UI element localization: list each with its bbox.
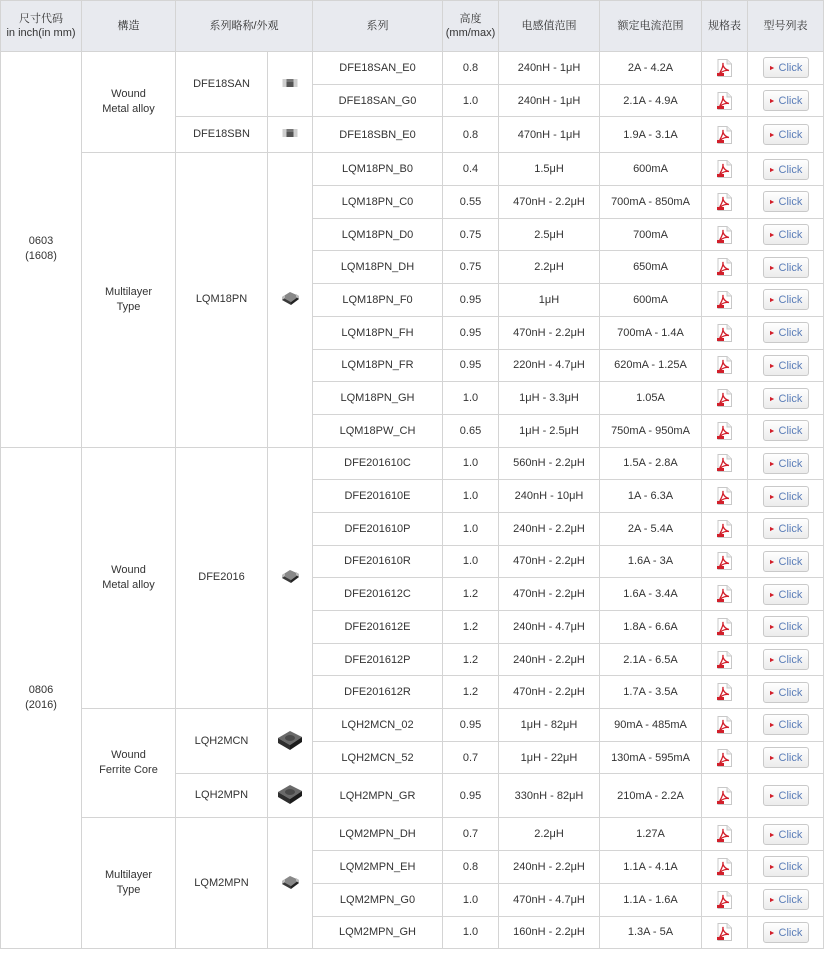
model-list-click-button[interactable]: ► Click [763,824,809,845]
model-list-click-button[interactable]: ► Click [763,747,809,768]
series-abbr-cell: LQH2MCN [176,709,268,774]
pdf-icon[interactable] [717,651,732,669]
series-cell: DFE18SBN_E0 [313,117,443,153]
current-cell: 1.6A - 3.4A [600,578,702,611]
model-list-click-button[interactable]: ► Click [763,124,809,145]
header-inductance-range: 电感值范围 [499,1,600,52]
model-list-cell [748,818,824,851]
inductance-cell: 160nH - 2.2μH [499,916,600,949]
datasheet-cell [702,774,748,818]
height-cell: 0.65 [443,414,499,447]
current-cell: 2.1A - 6.5A [600,643,702,676]
header-current-range: 额定电流范围 [600,1,702,52]
pdf-icon[interactable] [717,422,732,440]
height-cell: 1.0 [443,512,499,545]
model-list-cell [748,480,824,513]
datasheet-cell [702,316,748,349]
model-list-cell [748,251,824,284]
inductance-cell: 220nH - 4.7μH [499,349,600,382]
inductance-cell: 470nH - 2.2μH [499,545,600,578]
header-series-abbr: 系列略称/外观 [176,1,313,52]
height-cell: 1.0 [443,883,499,916]
table-row [1,52,824,85]
inductance-cell: 240nH - 4.7μH [499,611,600,644]
pdf-icon[interactable] [717,858,732,876]
table-row [1,153,824,186]
pdf-icon[interactable] [717,825,732,843]
inductance-cell: 1μH - 3.3μH [499,382,600,415]
arrow-right-icon: ► [768,132,776,140]
construction-cell: Multilayer Type [82,153,176,447]
datasheet-cell [702,480,748,513]
inductance-cell: 470nH - 2.2μH [499,578,600,611]
height-cell: 1.2 [443,676,499,709]
pdf-icon[interactable] [717,787,732,805]
height-cell: 1.0 [443,480,499,513]
arrow-right-icon: ► [768,526,776,534]
series-cell: LQM2MPN_EH [313,851,443,884]
model-list-cell [748,382,824,415]
model-list-cell [748,774,824,818]
model-list-cell [748,414,824,447]
arrow-right-icon: ► [768,460,776,468]
inductance-cell: 1.5μH [499,153,600,186]
datasheet-cell [702,818,748,851]
arrow-right-icon: ► [768,264,776,272]
series-abbr-cell: DFE18SAN [176,52,268,117]
product-thumbnail [279,568,301,587]
model-list-click-button[interactable]: ► Click [763,922,809,943]
current-cell: 1.1A - 4.1A [600,851,702,884]
inductance-cell: 240nH - 2.2μH [499,851,600,884]
inductance-cell: 470nH - 2.2μH [499,316,600,349]
datasheet-cell [702,186,748,219]
datasheet-cell [702,284,748,317]
series-abbr-cell: LQM18PN [176,153,268,447]
series-cell: DFE201612P [313,643,443,676]
height-cell: 0.95 [443,774,499,818]
current-cell: 1.9A - 3.1A [600,117,702,153]
pdf-icon[interactable] [717,716,732,734]
current-cell: 1.6A - 3A [600,545,702,578]
current-cell: 1.05A [600,382,702,415]
arrow-right-icon: ► [768,689,776,697]
series-cell: DFE201612C [313,578,443,611]
pdf-icon[interactable] [717,618,732,636]
arrow-right-icon: ► [768,897,776,905]
model-list-click-button[interactable]: ► Click [763,159,809,180]
model-list-click-button[interactable]: ► Click [763,420,809,441]
table-row [1,447,824,480]
model-list-cell [748,741,824,774]
header-height: 高度 (mm/max) [443,1,499,52]
inductance-cell: 240nH - 10μH [499,480,600,513]
current-cell: 2A - 5.4A [600,512,702,545]
model-list-click-button[interactable]: ► Click [763,355,809,376]
height-cell: 1.0 [443,84,499,117]
datasheet-cell [702,545,748,578]
pdf-icon[interactable] [717,683,732,701]
arrow-right-icon: ► [768,232,776,240]
header-series: 系列 [313,1,443,52]
series-cell: LQM2MPN_DH [313,818,443,851]
model-list-cell [748,512,824,545]
series-cell: LQH2MCN_52 [313,741,443,774]
pdf-icon[interactable] [717,585,732,603]
model-list-click-button[interactable]: ► Click [763,551,809,572]
model-list-cell [748,349,824,382]
datasheet-cell [702,251,748,284]
model-list-cell [748,52,824,85]
arrow-right-icon: ► [768,591,776,599]
inductance-cell: 240nH - 1μH [499,84,600,117]
arrow-right-icon: ► [768,558,776,566]
model-list-click-button[interactable]: ► Click [763,714,809,735]
current-cell: 650mA [600,251,702,284]
pdf-icon[interactable] [717,126,732,144]
datasheet-cell [702,851,748,884]
appearance-cell [268,117,313,153]
datasheet-cell [702,153,748,186]
height-cell: 1.2 [443,578,499,611]
table-row [1,709,824,742]
inductance-cell: 470nH - 4.7μH [499,883,600,916]
series-cell: LQM18PN_FH [313,316,443,349]
arrow-right-icon: ► [768,297,776,305]
model-list-click-button[interactable]: ► Click [763,682,809,703]
current-cell: 1.3A - 5A [600,916,702,949]
appearance-cell [268,774,313,818]
product-thumbnail [276,728,304,755]
datasheet-cell [702,916,748,949]
model-list-cell [748,316,824,349]
pdf-icon[interactable] [717,389,732,407]
appearance-cell [268,153,313,447]
product-thumbnail [276,782,304,809]
table-row [1,818,824,851]
current-cell: 2.1A - 4.9A [600,84,702,117]
model-list-cell [748,611,824,644]
current-cell: 1.8A - 6.6A [600,611,702,644]
model-list-click-button[interactable]: ► Click [763,518,809,539]
inductance-cell: 470nH - 2.2μH [499,676,600,709]
current-cell: 750mA - 950mA [600,414,702,447]
model-list-cell [748,851,824,884]
model-list-cell [748,676,824,709]
series-cell: DFE18SAN_G0 [313,84,443,117]
height-cell: 0.7 [443,741,499,774]
inductance-cell: 240nH - 2.2μH [499,512,600,545]
model-list-click-button[interactable]: ► Click [763,486,809,507]
series-cell: DFE201610P [313,512,443,545]
model-list-cell [748,186,824,219]
datasheet-cell [702,676,748,709]
datasheet-cell [702,611,748,644]
arrow-right-icon: ► [768,864,776,872]
series-cell: LQM18PN_F0 [313,284,443,317]
size-code-cell: 0603 (1608) [1,52,82,448]
pdf-icon[interactable] [717,923,732,941]
model-list-cell [748,916,824,949]
model-list-cell [748,545,824,578]
series-cell: LQM18PN_FR [313,349,443,382]
height-cell: 0.75 [443,218,499,251]
datasheet-cell [702,414,748,447]
inductance-cell: 330nH - 82μH [499,774,600,818]
inductance-cell: 240nH - 2.2μH [499,643,600,676]
pdf-icon[interactable] [717,258,732,276]
current-cell: 600mA [600,284,702,317]
arrow-right-icon: ► [768,428,776,436]
datasheet-cell [702,741,748,774]
datasheet-cell [702,447,748,480]
series-cell: LQM18PN_B0 [313,153,443,186]
current-cell: 600mA [600,153,702,186]
current-cell: 700mA [600,218,702,251]
series-cell: DFE201610C [313,447,443,480]
arrow-right-icon: ► [768,395,776,403]
pdf-icon[interactable] [717,193,732,211]
model-list-click-button[interactable]: ► Click [763,289,809,310]
product-thumbnail [279,874,301,893]
arrow-right-icon: ► [768,166,776,174]
datasheet-cell [702,382,748,415]
series-cell: DFE201612E [313,611,443,644]
model-list-click-button[interactable]: ► Click [763,649,809,670]
product-thumbnail [282,78,298,91]
datasheet-cell [702,84,748,117]
model-list-cell [748,883,824,916]
height-cell: 0.75 [443,251,499,284]
pdf-icon[interactable] [717,891,732,909]
height-cell: 0.7 [443,818,499,851]
arrow-right-icon: ► [768,929,776,937]
model-list-click-button[interactable]: ► Click [763,453,809,474]
current-cell: 1A - 6.3A [600,480,702,513]
arrow-right-icon: ► [768,831,776,839]
current-cell: 1.7A - 3.5A [600,676,702,709]
current-cell: 700mA - 1.4A [600,316,702,349]
height-cell: 0.55 [443,186,499,219]
series-cell: LQM2MPN_G0 [313,883,443,916]
arrow-right-icon: ► [768,722,776,730]
pdf-icon[interactable] [717,291,732,309]
appearance-cell [268,709,313,774]
model-list-cell [748,153,824,186]
arrow-right-icon: ► [768,98,776,106]
current-cell: 1.1A - 1.6A [600,883,702,916]
inductance-cell: 560nH - 2.2μH [499,447,600,480]
construction-cell: Multilayer Type [82,818,176,949]
series-abbr-cell: DFE2016 [176,447,268,709]
model-list-click-button[interactable]: ► Click [763,257,809,278]
current-cell: 90mA - 485mA [600,709,702,742]
height-cell: 1.0 [443,382,499,415]
model-list-click-button[interactable]: ► Click [763,388,809,409]
model-list-click-button[interactable]: ► Click [763,856,809,877]
header-size-code: 尺寸代码 in inch(in mm) [1,1,82,52]
construction-cell: Wound Ferrite Core [82,709,176,818]
datasheet-cell [702,883,748,916]
height-cell: 0.4 [443,153,499,186]
pdf-icon[interactable] [717,160,732,178]
datasheet-cell [702,117,748,153]
pdf-icon[interactable] [717,749,732,767]
current-cell: 1.27A [600,818,702,851]
height-cell: 0.8 [443,117,499,153]
arrow-right-icon: ► [768,755,776,763]
inductance-cell: 1μH [499,284,600,317]
datasheet-cell [702,512,748,545]
series-cell: DFE18SAN_E0 [313,52,443,85]
arrow-right-icon: ► [768,330,776,338]
appearance-cell [268,447,313,709]
current-cell: 210mA - 2.2A [600,774,702,818]
datasheet-cell [702,349,748,382]
inductance-cell: 1μH - 22μH [499,741,600,774]
construction-cell: Wound Metal alloy [82,447,176,709]
arrow-right-icon: ► [768,793,776,801]
height-cell: 1.0 [443,545,499,578]
model-list-cell [748,284,824,317]
series-cell: LQH2MCN_02 [313,709,443,742]
height-cell: 1.2 [443,611,499,644]
inductance-cell: 2.2μH [499,818,600,851]
series-cell: LQM18PN_D0 [313,218,443,251]
inductance-cell: 2.5μH [499,218,600,251]
model-list-click-button[interactable]: ► Click [763,785,809,806]
height-cell: 0.95 [443,349,499,382]
series-cell: LQH2MPN_GR [313,774,443,818]
model-list-click-button[interactable]: ► Click [763,889,809,910]
pdf-icon[interactable] [717,487,732,505]
model-list-click-button[interactable]: ► Click [763,584,809,605]
inductance-cell: 1μH - 82μH [499,709,600,742]
pdf-icon[interactable] [717,552,732,570]
datasheet-cell [702,643,748,676]
current-cell: 700mA - 850mA [600,186,702,219]
series-abbr-cell: LQH2MPN [176,774,268,818]
pdf-icon[interactable] [717,226,732,244]
appearance-cell [268,818,313,949]
construction-cell: Wound Metal alloy [82,52,176,153]
series-abbr-cell: DFE18SBN [176,117,268,153]
model-list-click-button[interactable]: ► Click [763,322,809,343]
header-row [1,1,824,52]
series-cell: DFE201610R [313,545,443,578]
header-datasheet: 规格表 [702,1,748,52]
inductance-cell: 240nH - 1μH [499,52,600,85]
header-model-list: 型号列表 [748,1,824,52]
model-list-cell [748,578,824,611]
height-cell: 1.0 [443,916,499,949]
model-list-cell [748,447,824,480]
datasheet-cell [702,709,748,742]
product-thumbnail [282,128,298,141]
datasheet-cell [702,578,748,611]
series-abbr-cell: LQM2MPN [176,818,268,949]
model-list-click-button[interactable]: ► Click [763,90,809,111]
header-construction: 構造 [82,1,176,52]
arrow-right-icon: ► [768,199,776,207]
inductance-cell: 2.2μH [499,251,600,284]
size-code-cell: 0806 (2016) [1,447,82,949]
appearance-cell [268,52,313,117]
arrow-right-icon: ► [768,493,776,501]
model-list-cell [748,643,824,676]
model-list-click-button[interactable]: ► Click [763,224,809,245]
product-thumbnail [279,290,301,309]
pdf-icon[interactable] [717,520,732,538]
height-cell: 1.0 [443,447,499,480]
inductance-cell: 470nH - 2.2μH [499,186,600,219]
height-cell: 1.2 [443,643,499,676]
current-cell: 130mA - 595mA [600,741,702,774]
inductance-cell: 1μH - 2.5μH [499,414,600,447]
arrow-right-icon: ► [768,624,776,632]
series-cell: DFE201612R [313,676,443,709]
pdf-icon[interactable] [717,454,732,472]
current-cell: 1.5A - 2.8A [600,447,702,480]
series-cell: LQM18PN_GH [313,382,443,415]
height-cell: 0.8 [443,851,499,884]
arrow-right-icon: ► [768,65,776,73]
model-list-click-button[interactable]: ► Click [763,57,809,78]
arrow-right-icon: ► [768,362,776,370]
current-cell: 620mA - 1.25A [600,349,702,382]
datasheet-cell [702,218,748,251]
pdf-icon[interactable] [717,92,732,110]
inductance-cell: 470nH - 1μH [499,117,600,153]
current-cell: 2A - 4.2A [600,52,702,85]
model-list-cell [748,709,824,742]
height-cell: 0.8 [443,52,499,85]
model-list-click-button[interactable]: ► Click [763,191,809,212]
series-cell: DFE201610E [313,480,443,513]
series-cell: LQM2MPN_GH [313,916,443,949]
pdf-icon[interactable] [717,324,732,342]
datasheet-cell [702,52,748,85]
series-cell: LQM18PN_DH [313,251,443,284]
arrow-right-icon: ► [768,657,776,665]
model-list-cell [748,218,824,251]
height-cell: 0.95 [443,316,499,349]
model-list-cell [748,84,824,117]
model-list-click-button[interactable]: ► Click [763,616,809,637]
pdf-icon[interactable] [717,356,732,374]
pdf-icon[interactable] [717,59,732,77]
height-cell: 0.95 [443,709,499,742]
height-cell: 0.95 [443,284,499,317]
model-list-cell [748,117,824,153]
series-cell: LQM18PW_CH [313,414,443,447]
series-cell: LQM18PN_C0 [313,186,443,219]
